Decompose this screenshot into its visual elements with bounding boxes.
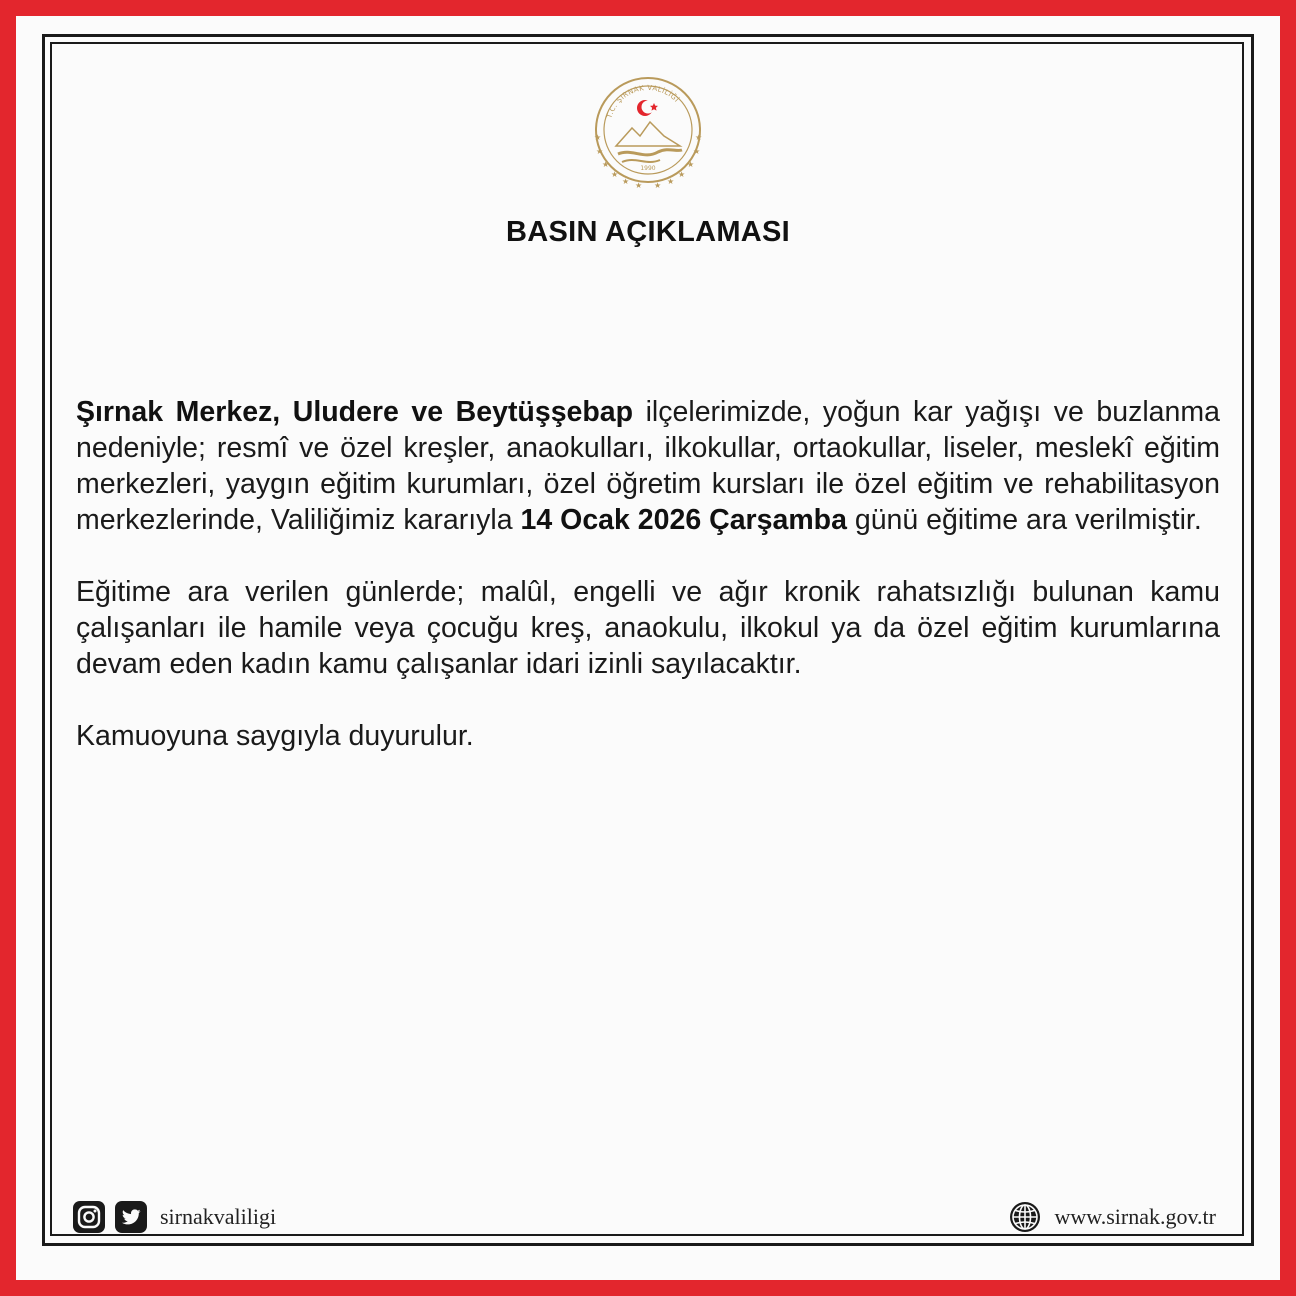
- paragraph-1-end: günü eğitime ara verilmiştir.: [846, 504, 1202, 536]
- paragraph-3: Kamuoyuna saygıyla duyurulur.: [76, 720, 474, 752]
- website-link[interactable]: www.sirnak.gov.tr: [1054, 1204, 1216, 1229]
- press-release-sheet: [16, 16, 1280, 1280]
- svg-text:★: ★: [611, 170, 619, 179]
- seal-text: T.C. ŞIRNAK VALİLİĞİ: [605, 83, 681, 120]
- page-title: BASIN AÇIKLAMASI: [505, 216, 791, 248]
- social-handle[interactable]: sirnakvaliligi: [160, 1204, 277, 1229]
- district-names: Şırnak Merkez, Uludere ve Beytüşşebap: [76, 396, 634, 428]
- svg-text:★: ★: [693, 147, 701, 156]
- svg-text:★: ★: [635, 181, 643, 190]
- closure-date: 14 Ocak 2026 Çarşamba: [520, 504, 847, 536]
- website-footer: [1008, 1200, 1216, 1234]
- paragraph-1: [76, 394, 1220, 538]
- globe-icon: [1008, 1200, 1042, 1234]
- svg-text:★: ★: [687, 160, 695, 169]
- svg-text:★: ★: [667, 177, 675, 186]
- svg-text:★: ★: [622, 177, 630, 186]
- paragraph-2: Eğitime ara verilen günlerde; malûl, engelli ve ağır kronik rahatsızlığı bulunan kamu çalışanları ile hamile veya çocuğu kreş, anaokulu, ilkokul ya da özel eğitim kurumlarına devam eden kadın kamu çalışanlar idari izinli sayılacaktır.: [76, 576, 1220, 680]
- announcement-body: [76, 394, 1220, 790]
- svg-text:★: ★: [678, 170, 686, 179]
- twitter-icon[interactable]: [114, 1200, 148, 1234]
- svg-text:★: ★: [654, 181, 662, 190]
- social-footer: [72, 1200, 276, 1234]
- instagram-icon[interactable]: [72, 1200, 106, 1234]
- svg-text:★: ★: [695, 133, 703, 142]
- svg-text:★: ★: [596, 147, 604, 156]
- svg-text:★: ★: [594, 133, 602, 142]
- paragraph-1-middle: ilçelerimizde, yoğun kar yağışı ve buzlanma nedeniyle; resmî ve özel kreşler, anaokulları, ilkokullar, ortaokullar, liseler, meslekî eğitim merkezleri, yaygın eğitim kurumları, özel öğretim kursları ile özel eğitim ve rehabilitasyon merkezlerinde, Valiliğimiz kararıyla: [76, 396, 1220, 536]
- sirnak-governorship-seal-icon: [588, 70, 708, 206]
- seal-year: 1990: [640, 165, 656, 172]
- svg-text:★: ★: [602, 160, 610, 169]
